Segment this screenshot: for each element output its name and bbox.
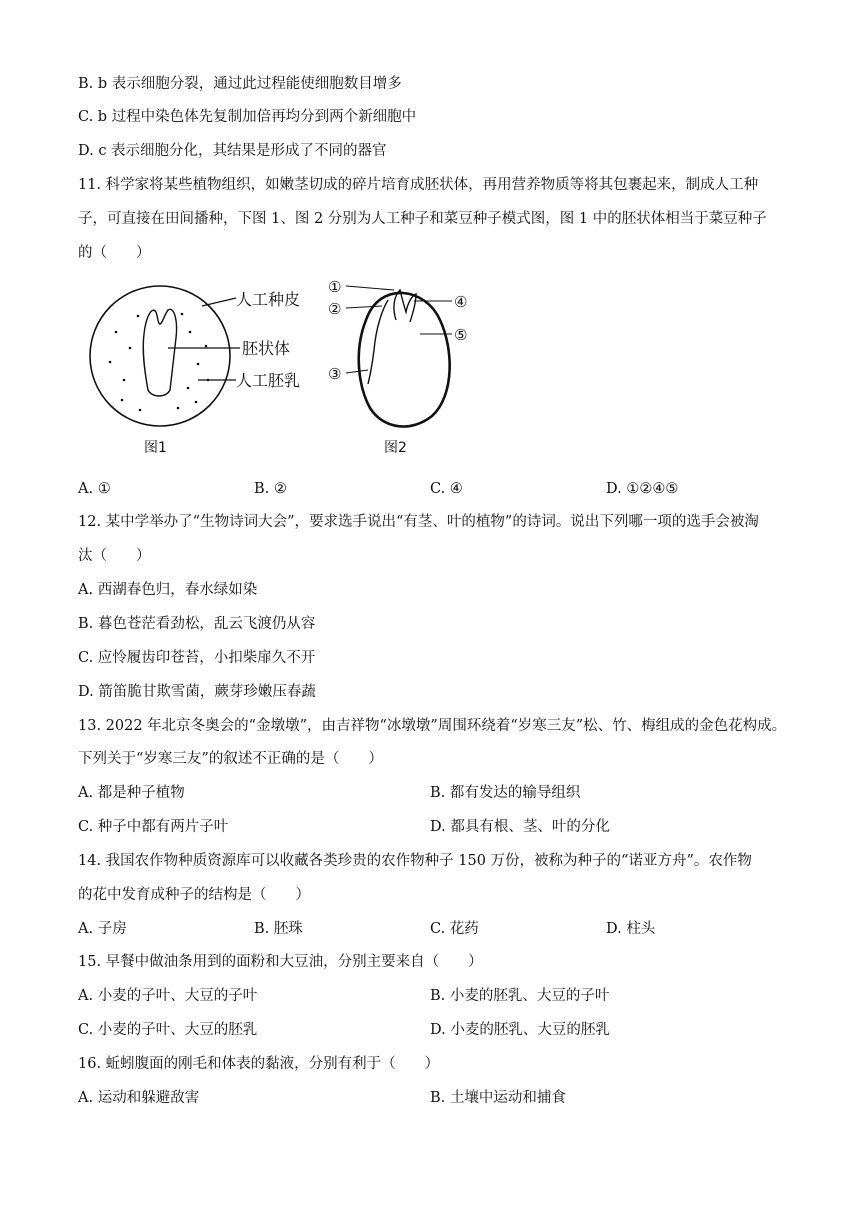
q14-stem-line2: 的花中发育成种子的结构是（ ）	[78, 887, 310, 903]
q10-option-c: C. b 过程中染色体先复制加倍再均分到两个新细胞中	[78, 109, 417, 125]
mark-1: ①	[328, 278, 342, 296]
seed-outline	[90, 286, 230, 426]
q11-option-c: C. ④	[430, 481, 463, 497]
label-artificial-endosperm: 人工胚乳	[236, 371, 301, 390]
q11-option-d: D. ①②④⑤	[606, 481, 679, 497]
q15-option-a: A. 小麦的子叶、大豆的子叶	[78, 988, 258, 1004]
figure-artificial-seed	[86, 276, 320, 462]
q11-stem-line1: 11. 科学家将某些植物组织，如嫩茎切成的碎片培育成胚状体，再用营养物质等将其包裹起来，制成人工种	[78, 177, 759, 193]
q13-stem-line2: 下列关于“岁寒三友”的叙述不正确的是（ ）	[78, 751, 383, 767]
coat-pointer	[202, 298, 236, 306]
q11-option-b: B. ②	[254, 481, 287, 497]
q10-option-d: D. c 表示细胞分化，其结果是形成了不同的器官	[78, 143, 387, 159]
q12-option-b: B. 暮色苍茫看劲松，乱云飞渡仍从容	[78, 616, 316, 632]
q16-option-a: A. 运动和躲避敌害	[78, 1090, 200, 1106]
embryoid-shape	[143, 309, 176, 396]
label-embryoid: 胚状体	[242, 339, 291, 358]
mark-4: ④	[454, 293, 468, 311]
embryo-shape	[368, 300, 388, 384]
q13-option-b: B. 都有发达的输导组织	[430, 785, 581, 801]
q12-option-c: C. 应怜履齿印苍苔，小扣柴扉久不开	[78, 650, 316, 666]
caption-fig1: 图1	[144, 440, 167, 456]
q11-stem-line2: 子，可直接在田间播种，下图 1、图 2 分别为人工种子和菜豆种子模式图，图 1 中的胚状体相当于菜豆种子	[78, 211, 767, 227]
mark-5: ⑤	[454, 326, 468, 344]
q16-option-b: B. 土壤中运动和捕食	[430, 1090, 566, 1106]
q13-option-c: C. 种子中都有两片子叶	[78, 819, 229, 835]
q15-stem: 15. 早餐中做油条用到的面粉和大豆油，分别主要来自（ ）	[78, 954, 483, 970]
q11-stem-line3: 的（ ）	[78, 245, 151, 261]
q12-stem-line2: 汰（ ）	[78, 548, 151, 564]
q12-option-d: D. 箭笛脆甘欺雪菌，蕨芽珍嫩压春蔬	[78, 684, 316, 700]
q13-option-a: A. 都是种子植物	[78, 785, 185, 801]
q12-stem-line1: 12. 某中学举办了“生物诗词大会”，要求选手说出“有茎、叶的植物”的诗词。说出下列哪一项的选手会被淘	[78, 514, 759, 530]
label-artificial-coat: 人工种皮	[236, 290, 301, 309]
q12-option-a: A. 西湖春色归，春水绿如染	[78, 582, 258, 598]
q10-option-b: B. b 表示细胞分裂，通过此过程能使细胞数目增多	[78, 76, 402, 92]
mark-2: ②	[328, 300, 342, 318]
q14-option-a: A. 子房	[78, 921, 127, 937]
q15-option-c: C. 小麦的子叶、大豆的胚乳	[78, 1022, 258, 1038]
figure-bean-seed	[322, 276, 482, 462]
q13-option-d: D. 都具有根、茎、叶的分化	[430, 819, 610, 835]
q14-option-c: C. 花药	[430, 921, 479, 937]
q11-option-a: A. ①	[78, 481, 111, 497]
mark-3: ③	[328, 365, 342, 383]
caption-fig2: 图2	[384, 440, 407, 456]
q14-option-b: B. 胚珠	[254, 921, 303, 937]
q15-option-d: D. 小麦的胚乳、大豆的胚乳	[430, 1022, 610, 1038]
q15-option-b: B. 小麦的胚乳、大豆的子叶	[430, 988, 610, 1004]
q16-stem: 16. 蚯蚓腹面的刚毛和体表的黏液，分别有利于（ ）	[78, 1056, 440, 1072]
q13-stem-line1: 13. 2022 年北京冬奥会的“金墩墩”，由吉祥物“冰墩墩”周围环绕着“岁寒三友”松、竹、梅组成的金色花构成。	[78, 718, 787, 734]
q14-stem-line1: 14. 我国农作物种质资源库可以收藏各类珍贵的农作物种子 150 万份，被称为种子的“诺亚方舟”。农作物	[78, 853, 752, 869]
q14-option-d: D. 柱头	[606, 921, 656, 937]
